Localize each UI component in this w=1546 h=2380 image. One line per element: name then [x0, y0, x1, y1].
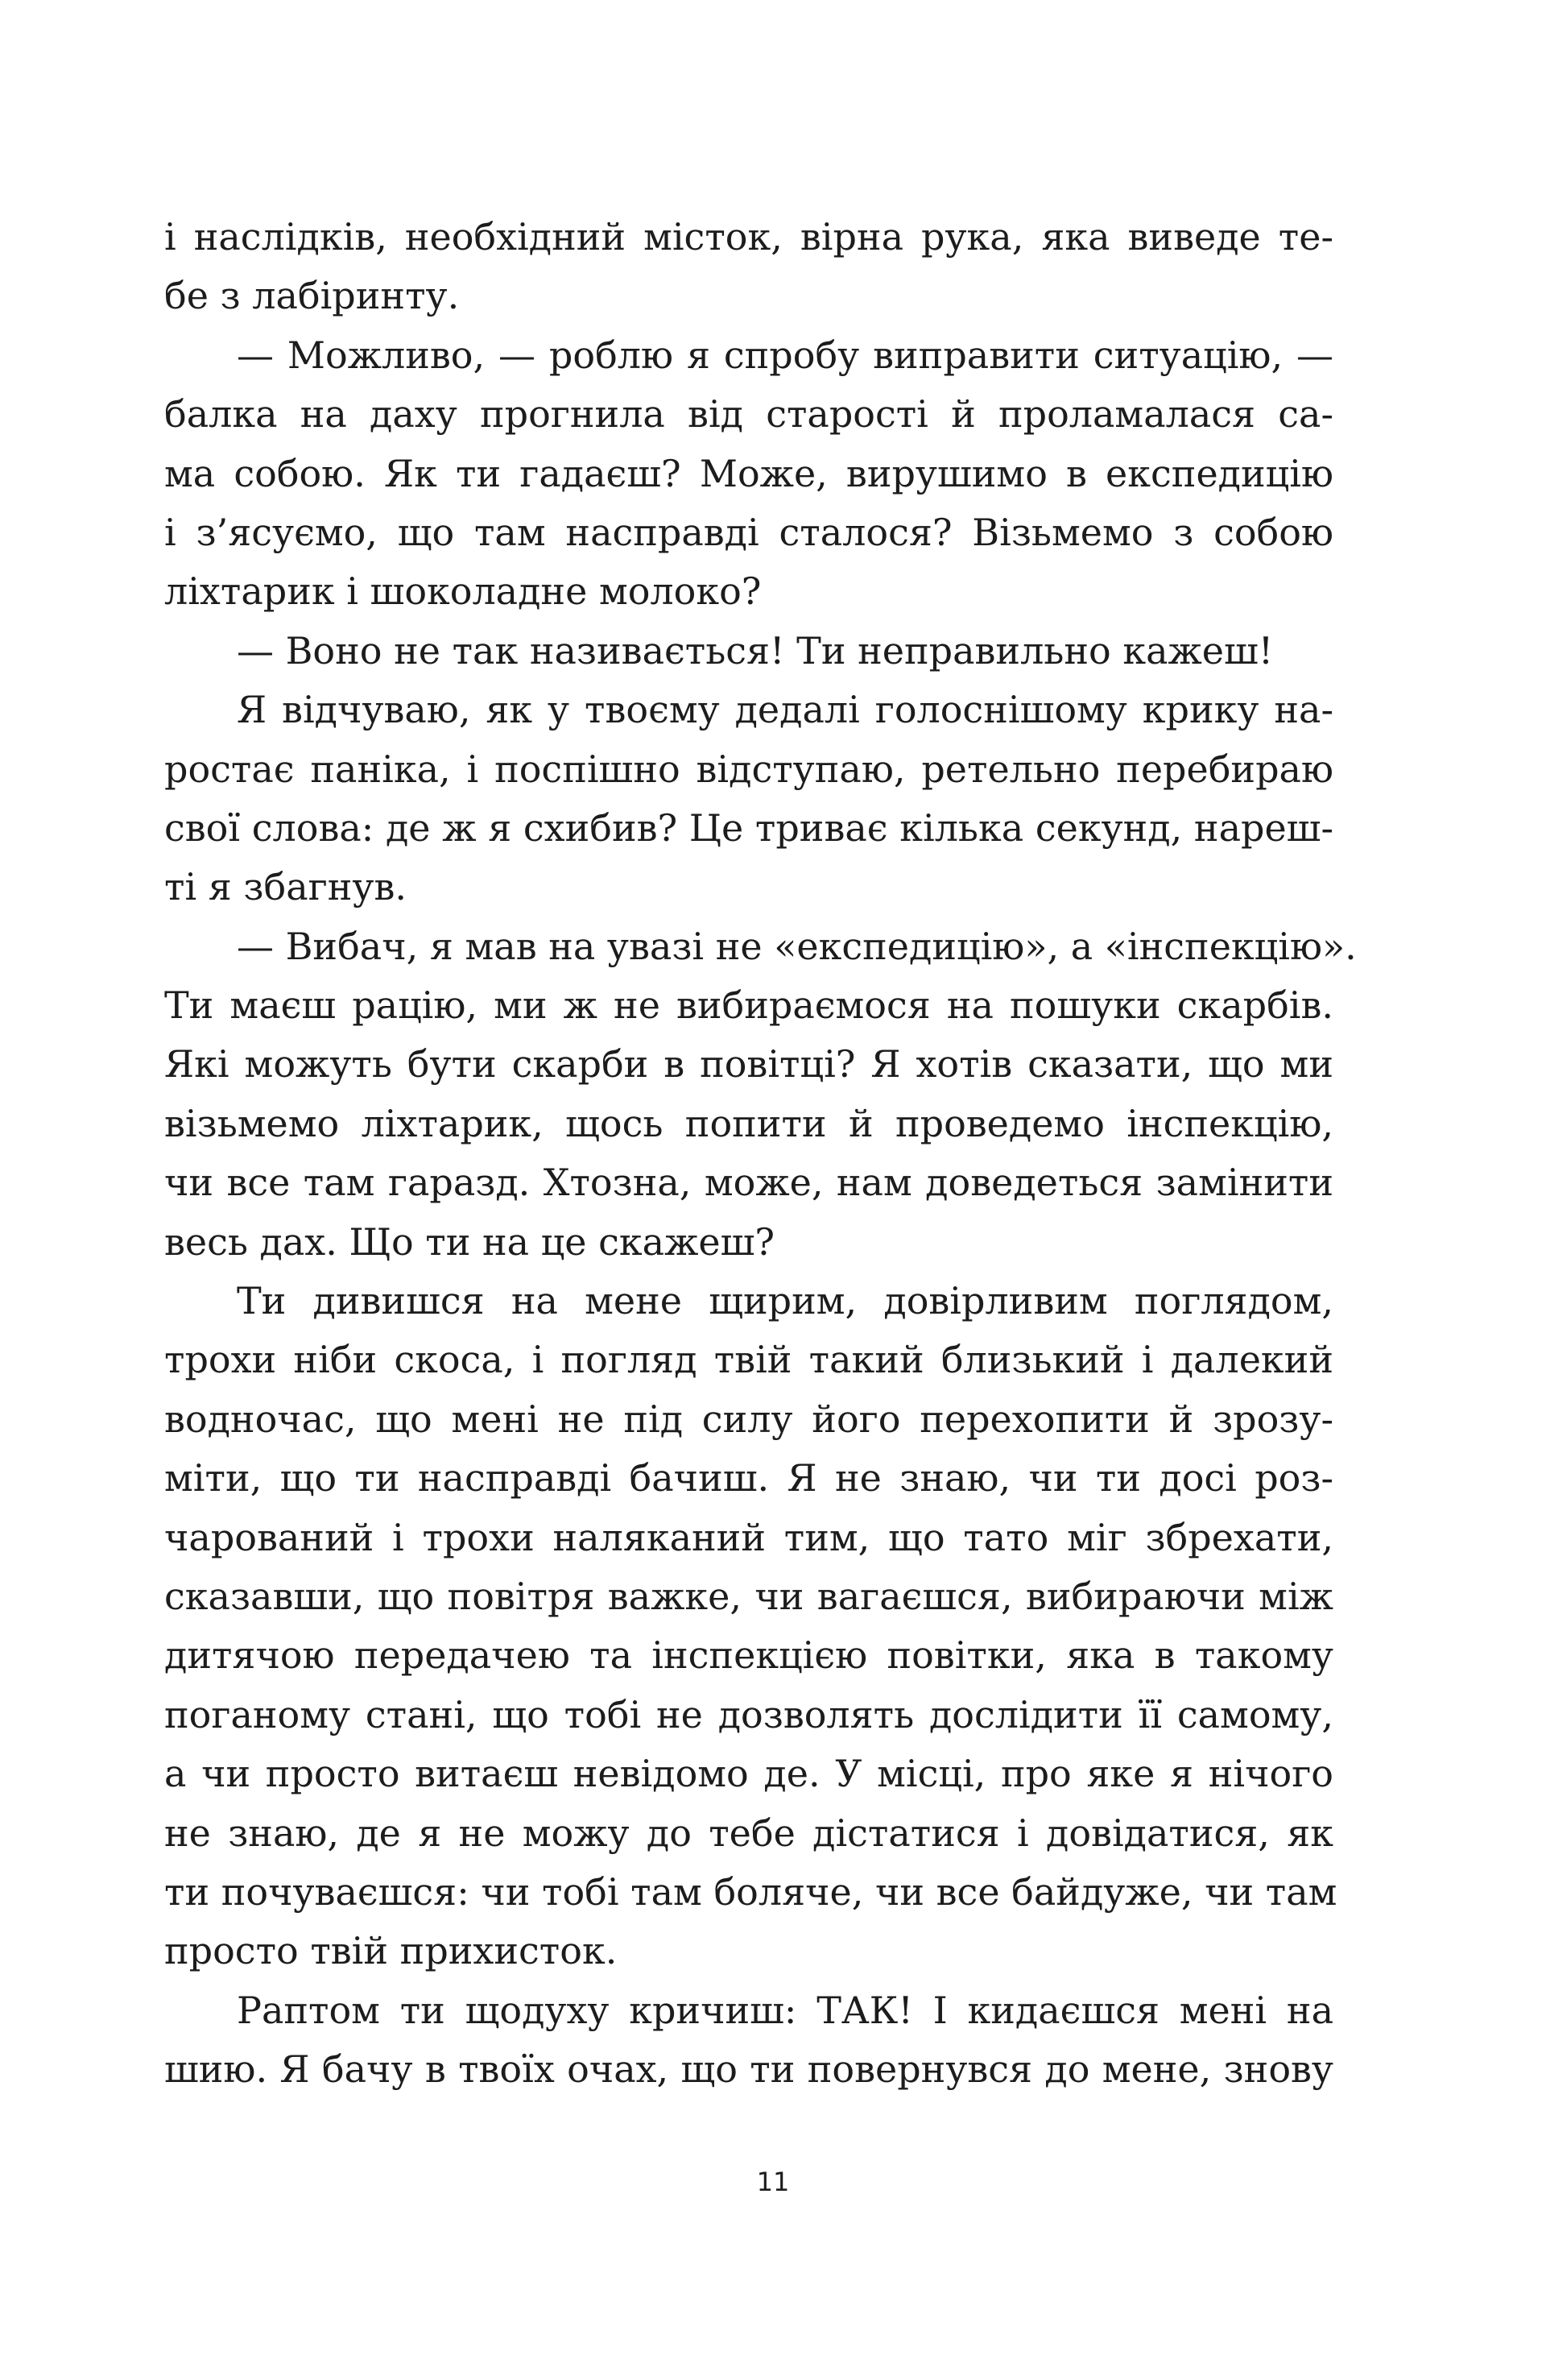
text-line: Які можуть бути скарби в повітці? Я хотів сказати, що ми: [164, 1042, 1333, 1087]
text-line: міти, що ти насправді бачиш. Я не знаю, чи ти досі роз-: [164, 1456, 1333, 1500]
text-line: бе з лабіринту.: [164, 274, 460, 318]
text-line: Раптом ти щодуху кричиш: ТАК! І кидаєшся мені на: [237, 1988, 1333, 2032]
text-line: дитячою передачею та інспекцією повітки, яка в такому: [164, 1633, 1333, 1678]
text-line: сказавши, що повітря важке, чи вагаєшся, вибираючи між: [164, 1574, 1333, 1618]
text-line: — Можливо, — роблю я спробу виправити ситуацію, —: [237, 333, 1333, 377]
text-line: ма собою. Як ти гадаєш? Може, вирушимо в експедицію: [164, 451, 1333, 495]
text-line: шию. Я бачу в твоїх очах, що ти повернувся до мене, знову: [164, 2047, 1333, 2092]
text-line: не знаю, де я не можу до тебе дістатися і довідатися, як: [164, 1811, 1333, 1855]
text-line: свої слова: де ж я схибив? Це триває кілька секунд, нареш-: [164, 805, 1333, 850]
text-line: ті я збагнув.: [164, 865, 407, 909]
text-line: ти почуваєшся: чи тобі там боляче, чи все байдуже, чи там: [164, 1869, 1337, 1914]
text-line: а чи просто витаєш невідомо де. У місці, про яке я нічого: [164, 1752, 1333, 1796]
text-line: ростає паніка, і поспішно відступаю, ретельно перебираю: [164, 747, 1333, 791]
text-line: весь дах. Що ти на це скажеш?: [164, 1219, 775, 1264]
text-line: візьмемо ліхтарик, щось попити й проведемо інспекцію,: [164, 1101, 1333, 1145]
text-line: ліхтарик і шоколадне молоко?: [164, 569, 762, 614]
body-text: [164, 208, 1357, 2100]
text-line: — Вибач, я мав на увазі не «експедицію», а «інспекцію».: [237, 924, 1357, 968]
text-line: трохи ніби скоса, і погляд твій такий близький і далекий: [164, 1338, 1333, 1382]
text-line: чарований і трохи наляканий тим, що тато міг збрехати,: [164, 1515, 1333, 1559]
text-line: поганому стані, що тобі не дозволять дослідити її самому,: [164, 1692, 1333, 1736]
page-number: 11: [756, 2167, 790, 2197]
text-line: просто твій прихисток.: [164, 1929, 618, 1973]
text-line: Ти маєш рацію, ми ж не вибираємося на пошуки скарбів.: [164, 983, 1333, 1028]
text-line: водночас, що мені не під силу його перехопити й зрозу-: [164, 1397, 1333, 1441]
text-line: і з’ясуємо, що там насправді сталося? Візьмемо з собою: [164, 510, 1333, 554]
text-line: балка на даху прогнила від старості й проламалася са-: [164, 392, 1333, 437]
text-line: і наслідків, необхідний місток, вірна рука, яка виведе те-: [164, 215, 1333, 259]
text-line: Ти дивишся на мене щирим, довірливим поглядом,: [237, 1279, 1333, 1323]
text-line: — Воно не так називається! Ти неправильно кажеш!: [237, 628, 1274, 673]
text-line: Я відчуваю, як у твоєму дедалі голоснішому крику на-: [237, 688, 1333, 732]
text-line: чи все там гаразд. Хтозна, може, нам доведеться замінити: [164, 1161, 1333, 1205]
